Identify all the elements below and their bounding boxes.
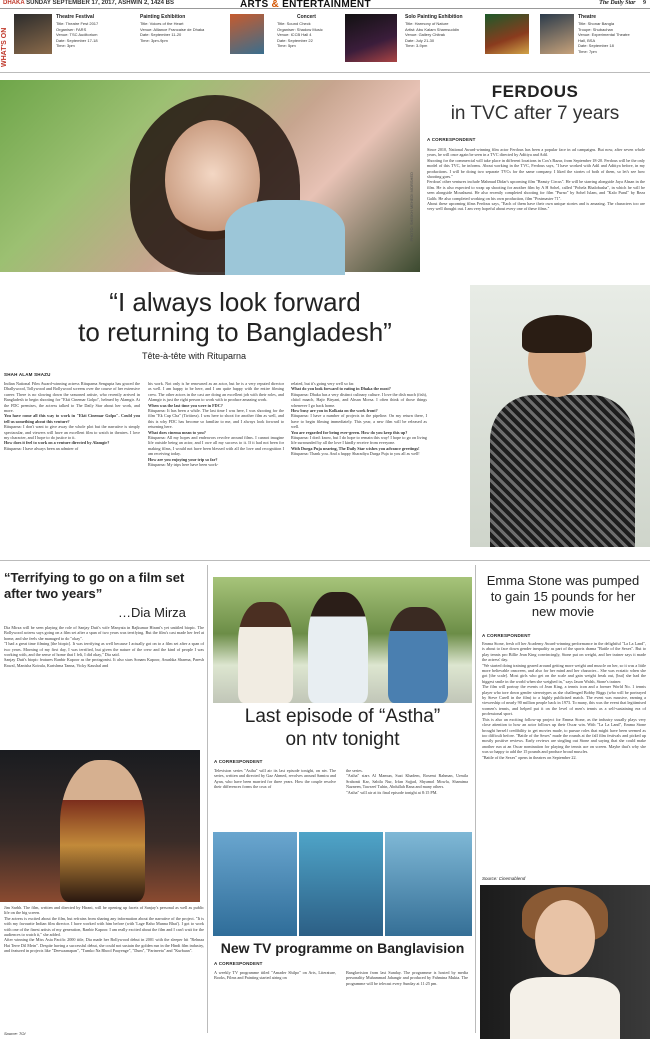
event-title: Theatre [578, 14, 597, 20]
divider [207, 565, 208, 1033]
paragraph: Since 2010, National Award-winning film actor Ferdous has been a popular face in ad campaigns. But now, after seven whole years, he will once again be seen in a TVC directed by Adittya and Adil. [427, 147, 645, 158]
dia-article-body: Dia Mirza will be seen playing the role of Sanjay Dutt's wife Manyata in Rajkumar Hirani's yet untitled biopic. The Bollywood actress says going on a film set after a span of two years was terrifying. But the film's cast made her feel at home, and she feels she managed to do "okay". "I had a great time filming [the biopic]. It was terrifying as well because I actually got on to a film set after a span of two years. Morning of my first day, I was terrified, but given the nature of the crew and the kind of people I was working with, and the sense of home that I felt, I did okay," Dia said. Sanjay Dutt's biopic features Ranbir Kapoor as the protagonist. It also stars Sonam Kapoor, Anushka Sharma, Paresh Rawal, Manisha Koirala, Karishma Tanna, Vicky Kaushal and [4, 625, 204, 668]
section-title-b: ENTERTAINMENT [282, 0, 371, 10]
event-title: Solo Painting Exhibition [405, 14, 463, 20]
emma-article-body: Emma Stone, fresh off her Academy Award-winning performance in the delightful "La La Land", is about to face down gender inequality as part of the sports drama "Battle of the Sexes". But to play tennis pro Billie Jean King convincingly, Stone put on weight, and her trainer says it made the actress' day. "We started doing training geared around getting more weight and muscle on her, so it was a little more believable onscreen, and also for her mind and her character... She was ecstatic when she got [the scale]. Most girls who get on the scale and gain weight freak out, [but] she had the biggest smile in the world when she weighed in," says Jason Walsh, Stone's trainer. The film will portray the events of Jean King, a tennis icon and a former World No. 1 tennis player who tore down gender stereotypes as she challenged Bobby Riggs (who will be portrayed by Steve Carell in the film) to a highly publicised match. The event was massive, earning a viewership of nearly 90 million people back in 1973. To many, this was the event that legitimised women's tennis, and helped put it on the level of men's tennis as a self-sustaining era of professional sport. This is also an exciting follow-up project for Emma Stone, as the industry usually plays very close attention to how an actor follows up their Oscar win. With "La La Land", Emma Stone brought herself credibility to get movies made, to pursue roles that might have been seemed as too difficult before. "Battle of the Sexes" made the rounds at the fall film festivals and picked up mostly positive reviews. Early reviews are singling out Stone and saying that she could make another run at an Oscar nomination for playing the tennis ace on screen. Maybe that's why she was so happy to add the 15 pounds and produce broad muscles. "Battle of the Sexes" opens in theatres on September 22. [482, 641, 646, 760]
divider [475, 565, 476, 1033]
dia-headline: “Terrifying to go on a film set after two years” [4, 570, 185, 601]
event-details: Title: Sound Check Organiser: Shadow Music Venue: ICCB Hall 4 Date: September 22 Time: 5pm [277, 21, 323, 48]
dia-article-body-continued: Jim Sarbh. The film, written and directed by Hirani, will be opening up facets of Sanjay's personal as well as public life on the big screen. The actress is excited about the film, but refrains from sharing any information about the narrative of the project. "It is with my favourite Indian film director. I have worked with him before (with 'Lage Raho Munna Bhai'). I got to work with one of the finest artists of my generation, Ranbir Kapoor. I am really excited about the film and I can't wait for the audiences to watch it," she added. After winning the Miss Asia Pacific 2000 title, Dia made her Bollywood debut in 2001 with the sleeper hit "Rehnaa Hai Terre Dil Mein". Despite having a successful debut, she could not sustain the golden run in the Hindi film industry, and featured in projects like "Deewaanapan", "Tumko Na Bhool Paayenge", "Dum", "Parineeta" and "Kurbaan". [4, 905, 204, 954]
astha-headline: Last episode of “Astha” on ntv tonight [244, 706, 441, 750]
dateline-date: SUNDAY SEPTEMBER 17, 2017, ASHWIN 2, 1424 BS [26, 0, 174, 6]
event-title: Theatre Festival [56, 14, 95, 20]
banglavision-headline: New TV programme on Banglavision [213, 940, 472, 956]
section-title [240, 0, 371, 10]
astha-column-2: the series. "Astha" stars Al Mamun, Suzi Khadem, Rosemi Rahman, Urmila Srabonti Kar, Sabila Nur, Irfan Sajjad, Shyamol Mowla, Shamima Nazneen, Tawseef Tuhin, Abdullah Rana and many others. "Astha" will air at its final episode tonight at 8:15 PM. [346, 768, 468, 795]
divider [0, 560, 650, 561]
astha-photo [213, 577, 472, 703]
emma-source: Source: Cinemablend [482, 876, 526, 881]
dia-mirza-photo [0, 750, 200, 902]
banglavision-byline: A CORRESPONDENT [214, 961, 263, 966]
event-details: Title: Harmony of Nature Artist: Abu Kalam Shamsuddin Venue: Gallery Chitrak Date: July 21-30 Time: 3-9pm [405, 21, 460, 48]
banglavision-column-2: Banglavision from last Sunday. The programme is hosted by media personality Muhammad Jahangir and produced by Fahmina Mukta. The programme will be telecast every Sunday at 11:25 pm. [346, 970, 468, 986]
banglavision-column-1: A weekly TV programme titled "Amader Shilpo" on Arts, Literature, Books, Films and Painting started airing on [214, 970, 336, 981]
event-title: Concert [297, 14, 316, 20]
ferdous-article-body [427, 147, 645, 212]
emma-headline: Emma Stone was pumped to gain 15 pounds for her new movie [486, 573, 640, 619]
whats-on-strip [0, 11, 650, 73]
ferdous-byline: A CORRESPONDENT [427, 137, 476, 142]
event-details: Title: Voices of the Heart Venue: Alliance Francaise de Dhaka Date: September 11-20 Time: 3pm-9pm [140, 21, 205, 43]
paragraph: About these upcoming films Ferdous says, "Each of them have their own unique stories and is amazing. The characters too are very well thought out. I am very hopeful about every one of these films." [427, 201, 645, 212]
event-thumbnail [14, 14, 52, 54]
paragraph: Shooting for the commercial will take place in different locations in Cox's Bazar, from September 18-20. Ferdous will be the only model of this TVC, he informs. About working in the TVC, Ferdous says, "I have worked with Adil and Adittya before, in my productions. I will be doing two separate TVCs for the same company. I liked the stories of both of them, so let's see how shooting goes." [427, 157, 645, 180]
emma-stone-photo [480, 885, 650, 1039]
event-thumbnail [540, 14, 574, 54]
event-card [14, 14, 134, 70]
page-number: 9 [643, 0, 646, 6]
ferdous-subhead: in TVC after 7 years [450, 103, 620, 124]
dia-attribution: …Dia Mirza [118, 605, 186, 620]
rituparna-column-3: related, but it's going very well so far. What do you look forward to eating in Dhaka the most? Rituparna: Dhaka has a very distinct culinary culture. I love the dish mach (fish), chitol maach, Hajir Biryani, and Ahsan Morsa. I often think of those things whenever I go back home. How busy are you in Kolkata on the work front? Rituparna: I have a number of projects in the pipeline. On my return there, I have to begin filming immediately. This year, a new film will be released as well. You are regarded for being ever-green. How do you keep this up? Rituparna: I don't know, but I do hope to remain this way! I hope to go on living life surrounded by all the love I kindly receive from everyone. With Durga Puja nearing, The Daily Star wishes you advance greetings! Rituparna: Thank you. And a happy Sharadiya Durga Puja to you all as well! [291, 381, 427, 457]
section-title-a: ARTS [240, 0, 269, 10]
section-title-amp: & [271, 0, 280, 10]
paper-title: The Daily Star [599, 0, 636, 6]
dateline [3, 0, 174, 6]
event-card [405, 14, 530, 70]
event-card [140, 14, 265, 70]
emma-byline: A CORRESPONDENT [482, 633, 531, 638]
dia-source: Source: TOI [4, 1031, 26, 1036]
astha-byline: A CORRESPONDENT [214, 759, 263, 764]
rituparna-column-2: his work. Not only is he renowned as an actor, but he is a very reputed director as well. I am happy to be here, and I am quite happy with the entire filming crew. The other actors in the cast are doing an excellent job with their roles, and Alamgir is just the right person to work with to produce amazing work. When was the last time you were in FDC? Rituparna: It has been a while. The last time I was here, I was shooting for the film "Ek Cup Cha" (Tiritirea). I was here to shoot for another film as well, and this is why FDC has become so familiar to me, and I always look forward to returning here. What does cinema mean to you? Rituparna: All my hopes and endeavors revolve around films. I cannot imagine life outside being an actor, and I owe all my success to it. If it had not been for making films, I would not have been blessed with all the love and recognition I am receiving today. How are you enjoying your trip so far? Rituparna: My trips here have been work- [148, 381, 284, 468]
ferdous-headline: FERDOUS [491, 82, 579, 101]
event-thumbnail [345, 14, 397, 62]
event-title: Painting Exhibition [140, 14, 186, 20]
event-thumbnail [230, 14, 264, 54]
event-thumbnail [485, 14, 529, 54]
dateline-city: DHAKA [3, 0, 25, 6]
banglavision-photo [213, 832, 472, 936]
rituparna-subhead: Tête-à-tête with Rituparna [142, 351, 247, 361]
ferdous-photo [470, 285, 650, 547]
paper-name [599, 0, 646, 6]
paragraph: Ferdous' other ventures include Mahmud Didar's upcoming film "Beauty Circus". He will be starring alongside Jaya Ahsan in the film. He is also expected to wrap up shooting for another film by A H Sohel, called "Pohela Bhalobasha", in which he will be seen alongside Moushumi. He also recently completed shooting for film "Purno" by Sohel Islam, and "Kalo Purul" by Reza Galib. He also completed working on his own production, film "Postmaster 71". [427, 179, 645, 201]
photo-credit: PHOTO: SHEIKH MEHEDI MORSHED [409, 172, 414, 242]
rituparna-byline: SHAH ALAM SHAZU [4, 372, 51, 377]
event-card [277, 14, 402, 70]
whats-on-tag: WHAT'S ON [1, 27, 8, 67]
event-details: Title: Theatre Fest 2017 Organiser: FARS Venue: TSC Auditorium Date: September 17-18 Time: 3pm [56, 21, 99, 48]
rituparna-headline: “I always look forward to returning to Bangladesh” [78, 287, 392, 347]
astha-column-1: Television series "Astha" will air its last episode tonight, on ntv. The series, written and directed by Gaz Ahmed, revolves around Samira and Ayan, who have been married for three years. How the couple resolve their differences forms the crux of [214, 768, 336, 790]
rituparna-photo [0, 80, 420, 272]
page-header [0, 0, 650, 9]
event-card [540, 14, 648, 70]
rituparna-column-1: Indian National Film Award-winning actress Rituparna Sengupta has graced the Dhallywood, Tollywood and Bollywood screens over the course of her extensive career. There is no slowing down the seasoned artiste, who recently arrived in Bangladesh to begin shooting for "Ekti Cinemar Golpo", helmed by Alamgir. At the FDC premises, the actress talked to The Daily Star about her work, and more. You have come all this way to work in "Ekti Cinemar Golpo". Could you tell us something about this venture? Rituparna: I don't want to give away the whole plot but the narrative is simply spectacular, and viewers will have an excellent film to watch in theatres. I love my character, and I hope to do justice to it. How does it feel to work on a venture directed by Alamgir? Rituparna: I have always been an admirer of [4, 381, 140, 451]
event-details: Title: Shonar Bangla Troupe: Shubachan Venue: Experimental Theatre Hall, BSA Date: September 18 Time: 7pm [578, 21, 630, 54]
